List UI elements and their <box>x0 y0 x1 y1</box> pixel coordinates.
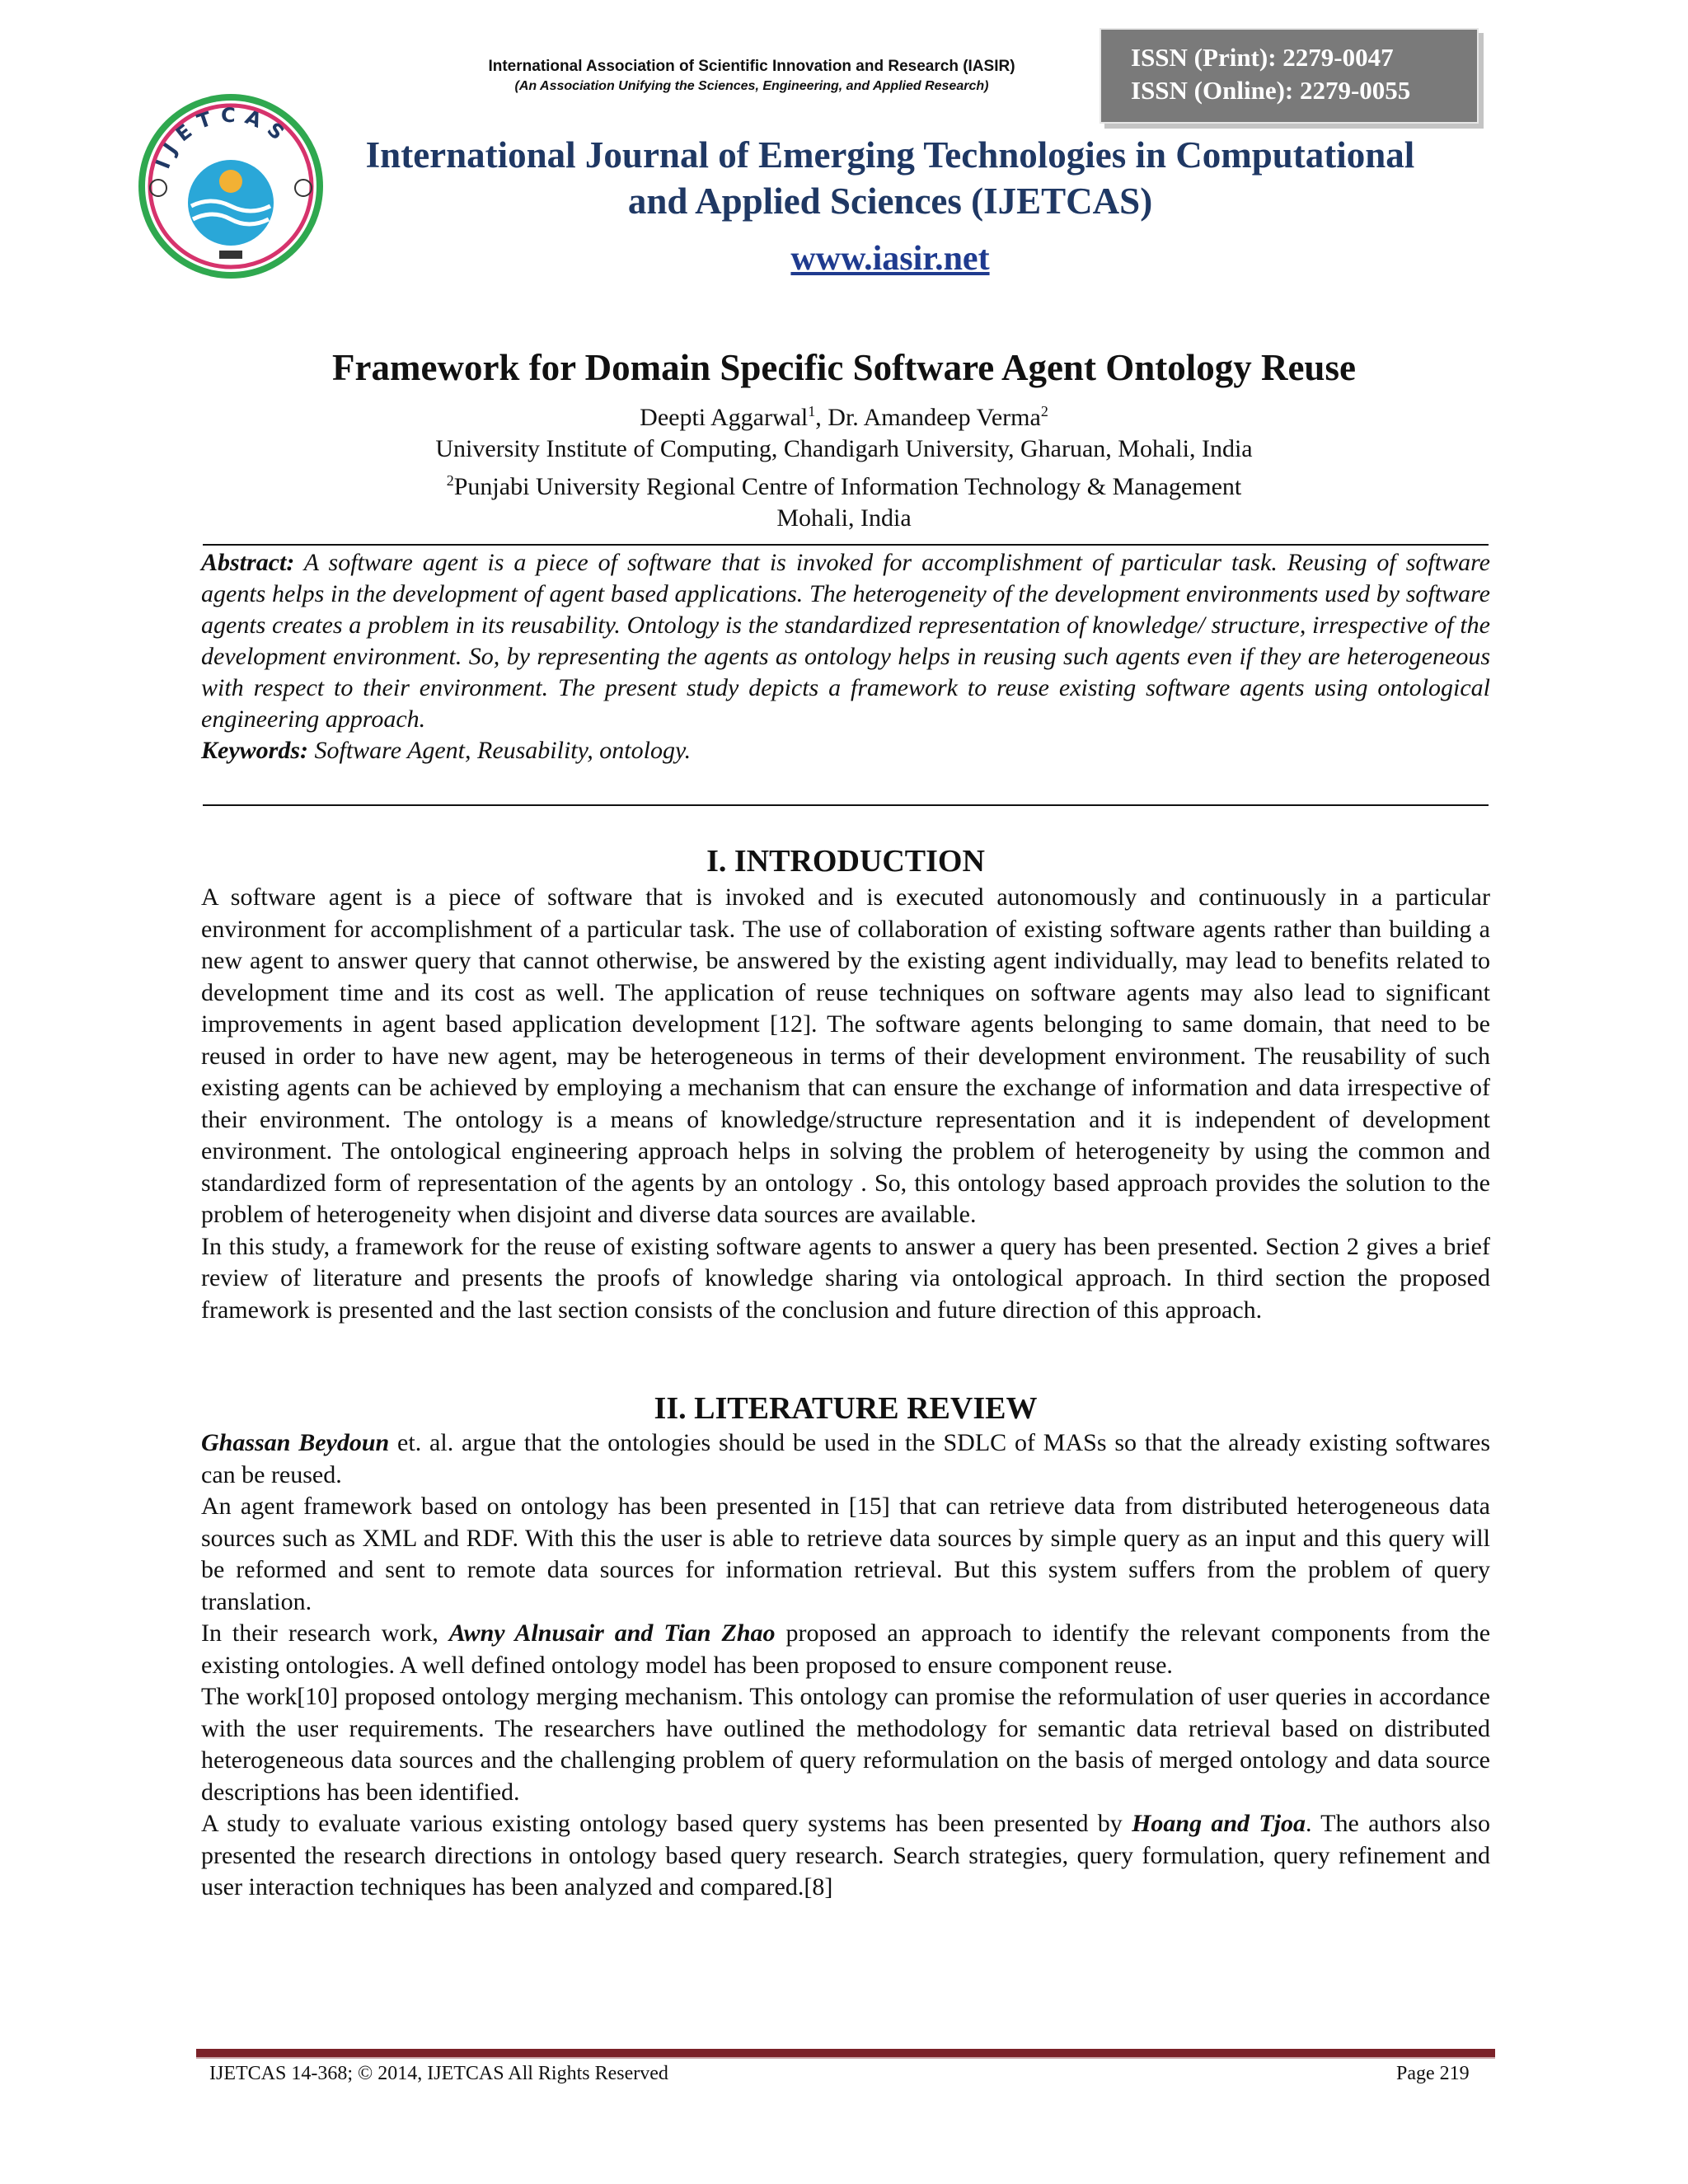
paper-title: Framework for Domain Specific Software Agent Ontology Reuse <box>332 347 1356 388</box>
page-number: Page 219 <box>1396 2063 1470 2084</box>
keywords-label: Keywords: <box>201 737 308 764</box>
abstract-text: A software agent is a piece of software that is invoked for accomplishment of particular task. Reusing of software agents helps in the development of agent based applications. The heterogeneity of the development environments used by software agents creates a problem in its reusability. Ontology is the standardized representation of knowledge/ structure, irrespective of the development environment. So, by representing the agents as ontology helps in reusing such agents even if they are heterogeneous with respect to their environment. The present study depicts a framework to reuse existing software agents using ontological engineering approach. <box>201 549 1490 733</box>
paragraph: In their research work, Awny Alnusair and Tian Zhao proposed an approach to identify the relevant components from the existing ontologies. A well defined ontology model has been proposed to ensure component reuse. <box>201 1619 1491 1679</box>
abstract-bottom-rule <box>203 804 1489 806</box>
author-line <box>201 396 1487 434</box>
author-block <box>201 396 1487 534</box>
paragraph: Ghassan Beydoun et. al. argue that the ontologies should be used in the SDLC of MASs so that the already existing softwares can be reused. <box>201 1429 1490 1488</box>
journal-logo <box>134 89 328 284</box>
affiliation-1: University Institute of Computing, Chandigarh University, Gharuan, Mohali, India <box>435 435 1253 462</box>
keywords <box>201 735 1490 766</box>
abstract <box>201 547 1490 735</box>
association-tagline: (An Association Unifying the Sciences, Engineering, and Applied Research) <box>514 79 989 93</box>
issn-box <box>1100 28 1479 124</box>
author-1: Deepti Aggarwal <box>640 404 809 431</box>
affiliation-2-line <box>201 465 1487 503</box>
paragraph: In this study, a framework for the reuse of existing software agents to answer a query has been presented. Section 2 gives a brief review of literature and presents the proofs of knowledge sharing via ontological approach. In third section the proposed framework is presented and the last section consists of the conclusion and future direction of this approach. <box>201 1232 1490 1324</box>
journal-title <box>313 132 1467 224</box>
issn-print: ISSN (Print): 2279-0047 <box>1131 43 1394 72</box>
issn-online: ISSN (Online): 2279-0055 <box>1131 76 1411 105</box>
footer-rule <box>196 2049 1495 2059</box>
abstract-top-rule <box>203 544 1489 546</box>
association-name: International Association of Scientific Innovation and Research (IASIR) <box>488 58 1015 75</box>
paragraph: A software agent is a piece of software that is invoked and is executed autonomously and continuously in a particular environment for accomplishment of a particular task. The use of collaboration of existing software agents rather than building a new agent to answer query that cannot otherwise, be answered by the existing agent individually, may lead to benefits related to development time and its cost as well. The application of reuse techniques on software agents may also lead to significant improvements in agent based application development [12]. The software agents belonging to same domain, that need to be reused in order to have new agent, may be heterogeneous in terms of their development environment. The reusability of such existing agents can be achieved by employing a mechanism that can ensure the exchange of information and data irrespective of their environment. The ontology is a means of knowledge/structure representation and it is independent of development environment. The ontological engineering approach helps in solving the problem of heterogeneity by using the common and standardized form of representation of the agents by an ontology . So, this ontology based approach provides the solution to the problem of heterogeneity when disjoint and diverse data sources are available. <box>201 883 1490 1228</box>
journal-title-line2: and Applied Sciences (IJETCAS) <box>627 180 1153 222</box>
author-1-sup: 1 <box>808 403 816 419</box>
literature-review-body <box>201 1427 1490 1904</box>
paragraph: The work[10] proposed ontology merging mechanism. This ontology can promise the reformulation of user queries in accordance with the user requirements. The researchers have outlined the methodology for semantic data retrieval based on distributed heterogeneous data sources and the challenging problem of query reformulation on the basis of merged ontology and data source descriptions has been identified. <box>201 1683 1490 1806</box>
affiliation-2-city: Mohali, India <box>776 504 912 532</box>
cited-author: Hoang and Tjoa <box>1132 1810 1306 1837</box>
section-heading-literature-review: II. LITERATURE REVIEW <box>654 1391 1038 1426</box>
author-2-sup: 2 <box>1040 403 1048 419</box>
affiliation-2-sup: 2 <box>446 472 454 489</box>
journal-title-line1: International Journal of Emerging Technologies in Computational <box>365 134 1415 176</box>
affiliation-2: Punjabi University Regional Centre of Information Technology & Management <box>453 473 1242 500</box>
ijetcas-logo-icon <box>134 89 328 284</box>
journal-website <box>313 239 1467 279</box>
author-2: , Dr. Amandeep Verma <box>815 404 1041 431</box>
section-heading-introduction: I. INTRODUCTION <box>706 844 985 879</box>
cited-author: Ghassan Beydoun <box>201 1429 390 1456</box>
keywords-text: Software Agent, Reusability, ontology. <box>308 737 692 764</box>
footer-copyright: IJETCAS 14-368; © 2014, IJETCAS All Rights Reserved <box>209 2063 668 2084</box>
cited-author: Awny Alnusair and Tian Zhao <box>448 1619 776 1647</box>
logo-text: IJETCAS <box>151 103 295 172</box>
abstract-label: Abstract: <box>201 549 295 576</box>
introduction-body <box>201 882 1490 1326</box>
paragraph: A study to evaluate various existing ontology based query systems has been presented by Hoang and Tjoa. The authors also presented the research directions in ontology based query research. Search strategies, query formulation, query refinement and user interaction techniques has been analyzed and compared.[8] <box>201 1810 1490 1900</box>
website-link[interactable]: www.iasir.net <box>790 240 990 278</box>
association-header <box>422 56 1081 96</box>
paragraph: An agent framework based on ontology has been presented in [15] that can retrieve data from distributed heterogeneous data sources such as XML and RDF. With this the user is able to retrieve data sources by simple query as an input and this query will be reformed and sent to remote data sources for information retrieval. But this system suffers from the problem of query translation. <box>201 1493 1490 1615</box>
